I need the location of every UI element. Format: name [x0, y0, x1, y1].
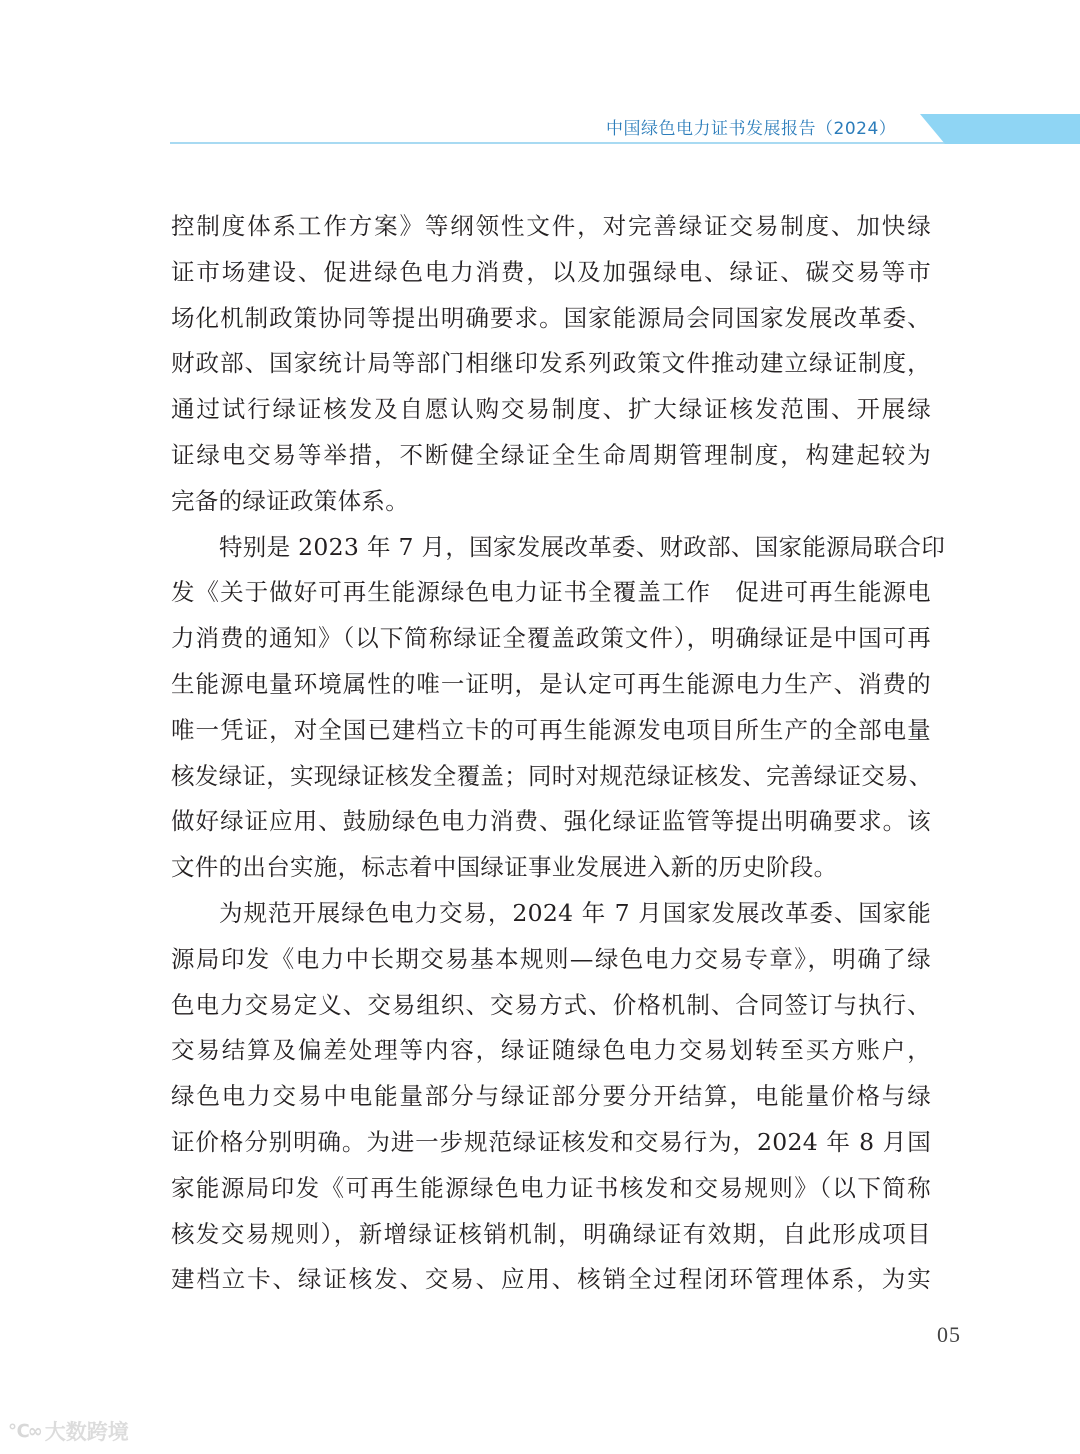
text-line: 为规范开展绿色电力交易，2024 年 7 月国家发展改革委、国家能: [219, 898, 931, 927]
watermark: [8, 1416, 129, 1446]
text-line: 通过试行绿证核发及自愿认购交易制度、扩大绿证核发范围、开展绿: [171, 395, 931, 424]
text-line: 交易结算及偏差处理等内容，绿证随绿色电力交易划转至买方账户，: [171, 1036, 931, 1065]
watermark-logo-icon: ℃∞: [8, 1420, 41, 1442]
text-line: 做好绿证应用、鼓励绿色电力消费、强化绿证监管等提出明确要求。该: [171, 807, 931, 836]
text-line: 绿色电力交易中电能量部分与绿证部分要分开结算，电能量价格与绿: [171, 1082, 931, 1111]
header-accent-tab: [920, 114, 1080, 144]
text-line: 证价格分别明确。为进一步规范绿证核发和交易行为，2024 年 8 月国: [171, 1127, 931, 1156]
text-line: 控制度体系工作方案》等纲领性文件，对完善绿证交易制度、加快绿: [171, 212, 931, 240]
text-line: 建档立卡、绿证核发、交易、应用、核销全过程闭环管理体系，为实: [171, 1265, 931, 1294]
text-line: 文件的出台实施，标志着中国绿证事业发展进入新的历史阶段。: [171, 853, 838, 882]
text-line: 证市场建设、促进绿色电力消费，以及加强绿电、绿证、碳交易等市: [171, 257, 931, 286]
running-header-title: 中国绿色电力证书发展报告（2024）: [606, 119, 897, 139]
text-line: 源局印发《电力中长期交易基本规则—绿色电力交易专章》，明确了绿: [171, 944, 931, 973]
text-line: 财政部、国家统计局等部门相继印发系列政策文件推动建立绿证制度，: [171, 349, 931, 378]
text-line: 生能源电量环境属性的唯一证明，是认定可再生能源电力生产、消费的: [171, 669, 931, 698]
text-line: 核发绿证，实现绿证核发全覆盖；同时对规范绿证核发、完善绿证交易、: [171, 761, 933, 790]
paragraph-3: [171, 891, 931, 1303]
text-line: 发《关于做好可再生能源绿色电力证书全覆盖工作 促进可再生能源电: [171, 578, 931, 607]
paragraph-1: [171, 204, 931, 525]
header-divider-line: [170, 142, 950, 144]
page-number: 05: [937, 1322, 961, 1347]
watermark-text: 大数跨境: [44, 1420, 129, 1444]
paragraph-2: [171, 525, 946, 891]
text-line: 特别是 2023 年 7 月，国家发展改革委、财政部、国家能源局联合印: [219, 532, 946, 561]
text-line: 力消费的通知》（以下简称绿证全覆盖政策文件），明确绿证是中国可再: [171, 624, 931, 653]
text-line: 场化机制政策协同等提出明确要求。国家能源局会同国家发展改革委、: [171, 303, 931, 332]
text-line: 完备的绿证政策体系。: [171, 486, 409, 515]
body-text: [171, 204, 946, 1303]
text-line: 证绿电交易等举措，不断健全绿证全生命周期管理制度，构建起较为: [171, 440, 931, 469]
text-line: 色电力交易定义、交易组织、交易方式、价格机制、合同签订与执行、: [171, 990, 931, 1019]
text-line: 唯一凭证，对全国已建档立卡的可再生能源发电项目所生产的全部电量: [171, 715, 931, 744]
text-line: 家能源局印发《可再生能源绿色电力证书核发和交易规则》（以下简称: [171, 1173, 931, 1202]
text-line: 核发交易规则），新增绿证核销机制，明确绿证有效期，自此形成项目: [171, 1219, 931, 1248]
